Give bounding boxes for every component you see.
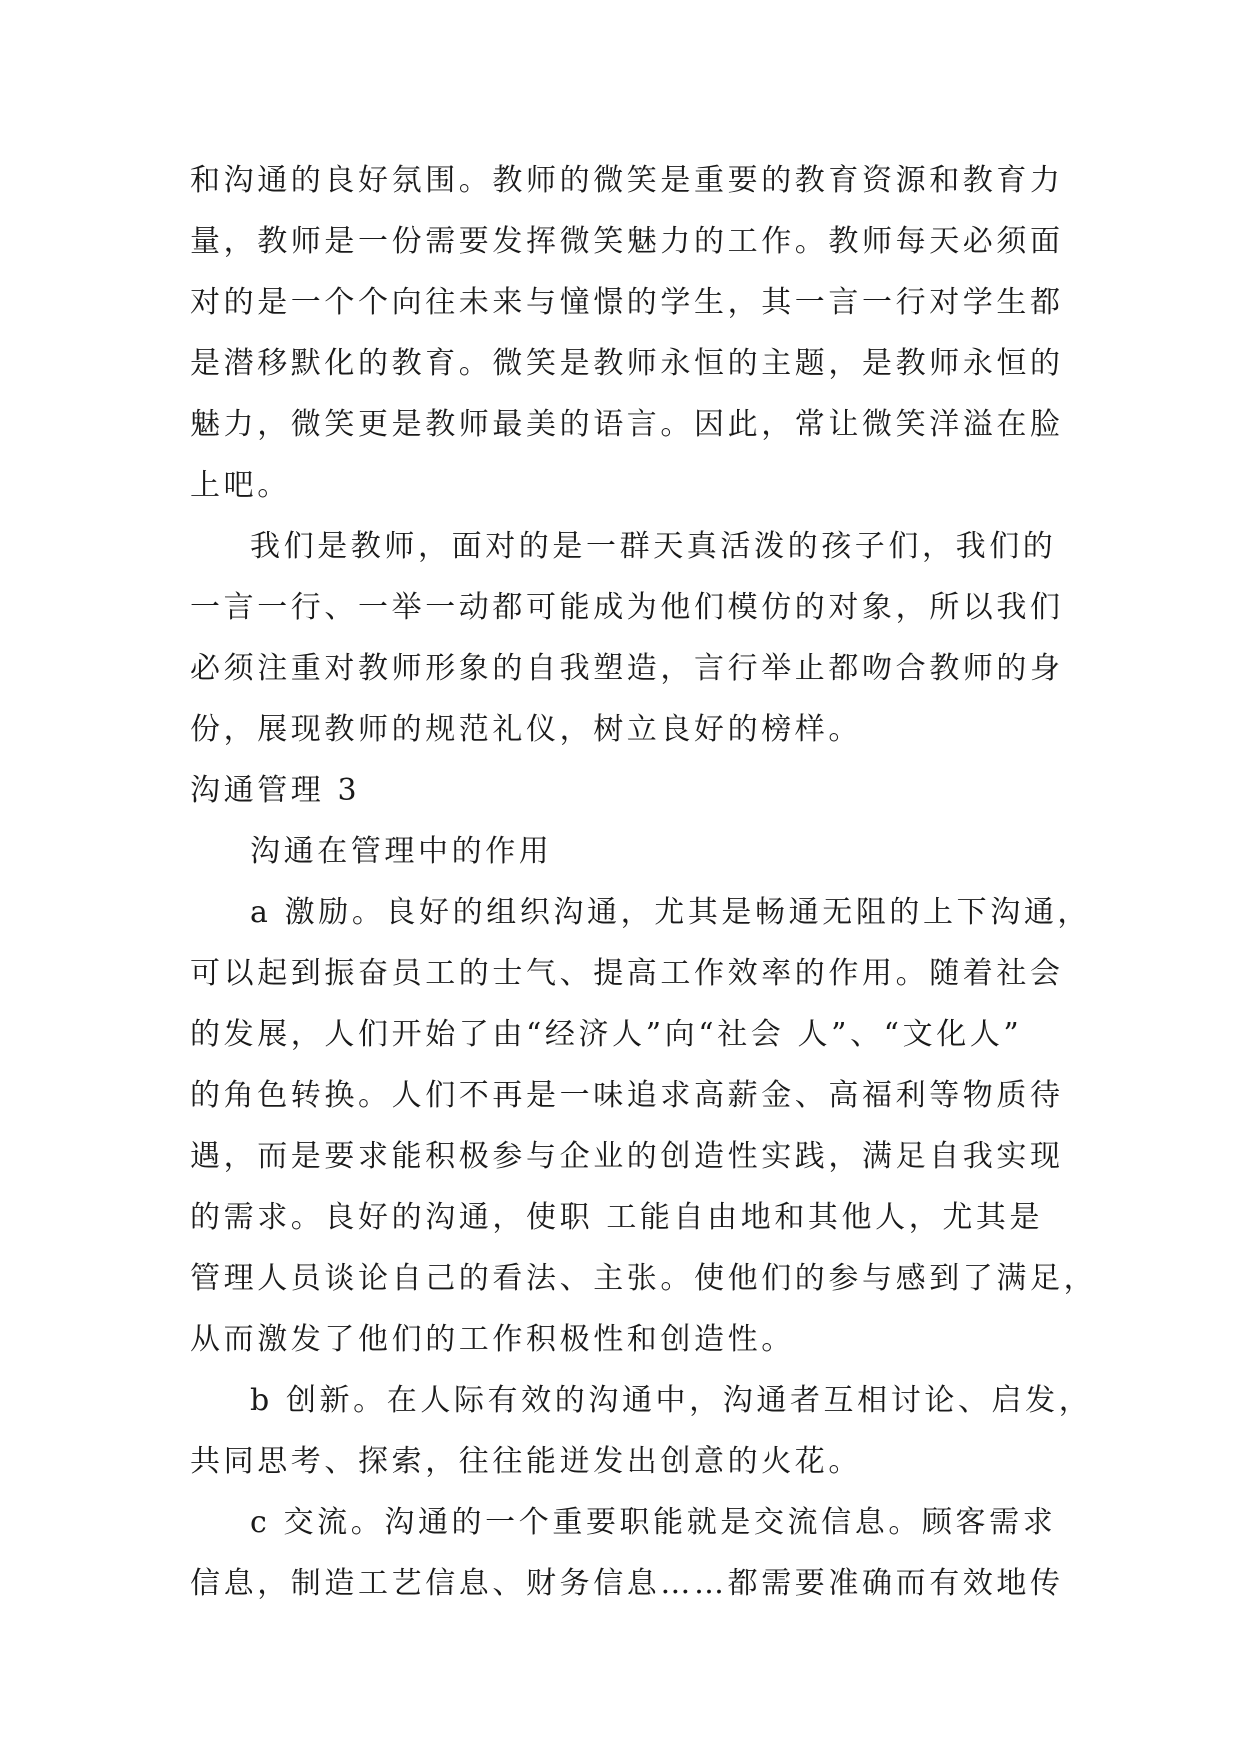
text-line: 我们是教师，面对的是一群天真活泼的孩子们，我们的 [250,529,1057,564]
paragraph-communication [190,1492,1064,1614]
text-line: 一言一行、一举一动都可能成为他们模仿的对象，所以我们 [190,590,1064,625]
paragraph-teacher-smile [190,150,1064,516]
text-line: 必须注重对教师形象的自我塑造，言行举止都吻合教师的身 [190,651,1064,686]
text-line: 份，展现教师的规范礼仪，树立良好的榜样。 [190,712,862,747]
text-line: 是潜移默化的教育。微笑是教师永恒的主题，是教师永恒的 [190,346,1064,381]
text-line: 的需求。良好的沟通，使职 工能自由地和其他人，尤其是 [190,1200,1044,1235]
text-line: b 创新。在人际有效的沟通中，沟通者互相讨论、启发， [250,1383,1093,1418]
text-line: 管理人员谈论自己的看法、主张。使他们的参与感到了满足， [190,1261,1098,1296]
text-line: 的发展，人们开始了由“经济人”向“社会 人”、“文化人” [190,1017,1023,1052]
text-line: 从而激发了他们的工作积极性和创造性。 [190,1322,795,1357]
text-line: c 交流。沟通的一个重要职能就是交流信息。顾客需求 [250,1505,1057,1540]
text-line: 共同思考、探索，往往能迸发出创意的火花。 [190,1444,862,1479]
text-line: 信息，制造工艺信息、财务信息……都需要准确而有效地传 [190,1566,1064,1601]
text-line: 量，教师是一份需要发挥微笑魅力的工作。教师每天必须面 [190,224,1064,259]
section-heading [190,760,1052,821]
paragraph-innovation [190,1370,1093,1492]
text-line: 魅力，微笑更是教师最美的语言。因此，常让微笑洋溢在脸 [190,407,1064,442]
text-line: 和沟通的良好氛围。教师的微笑是重要的教育资源和教育力 [190,163,1064,198]
heading-text: 沟通管理 3 [190,773,361,808]
document-page [190,150,1098,1614]
text-line: a 激励。良好的组织沟通，尤其是畅通无阻的上下沟通， [250,895,1092,930]
paragraph-motivation [190,882,1098,1370]
text-line: 对的是一个个向往未来与憧憬的学生，其一言一行对学生都 [190,285,1064,320]
text-line: 上吧。 [190,468,291,503]
section-subheading [190,821,1052,882]
text-line: 的角色转换。人们不再是一味追求高薪金、高福利等物质待 [190,1078,1064,1113]
text-line: 遇，而是要求能积极参与企业的创造性实践，满足自我实现 [190,1139,1064,1174]
paragraph-teacher-image [190,516,1064,760]
subheading-text: 沟通在管理中的作用 [250,834,553,869]
text-line: 可以起到振奋员工的士气、提高工作效率的作用。随着社会 [190,956,1064,991]
